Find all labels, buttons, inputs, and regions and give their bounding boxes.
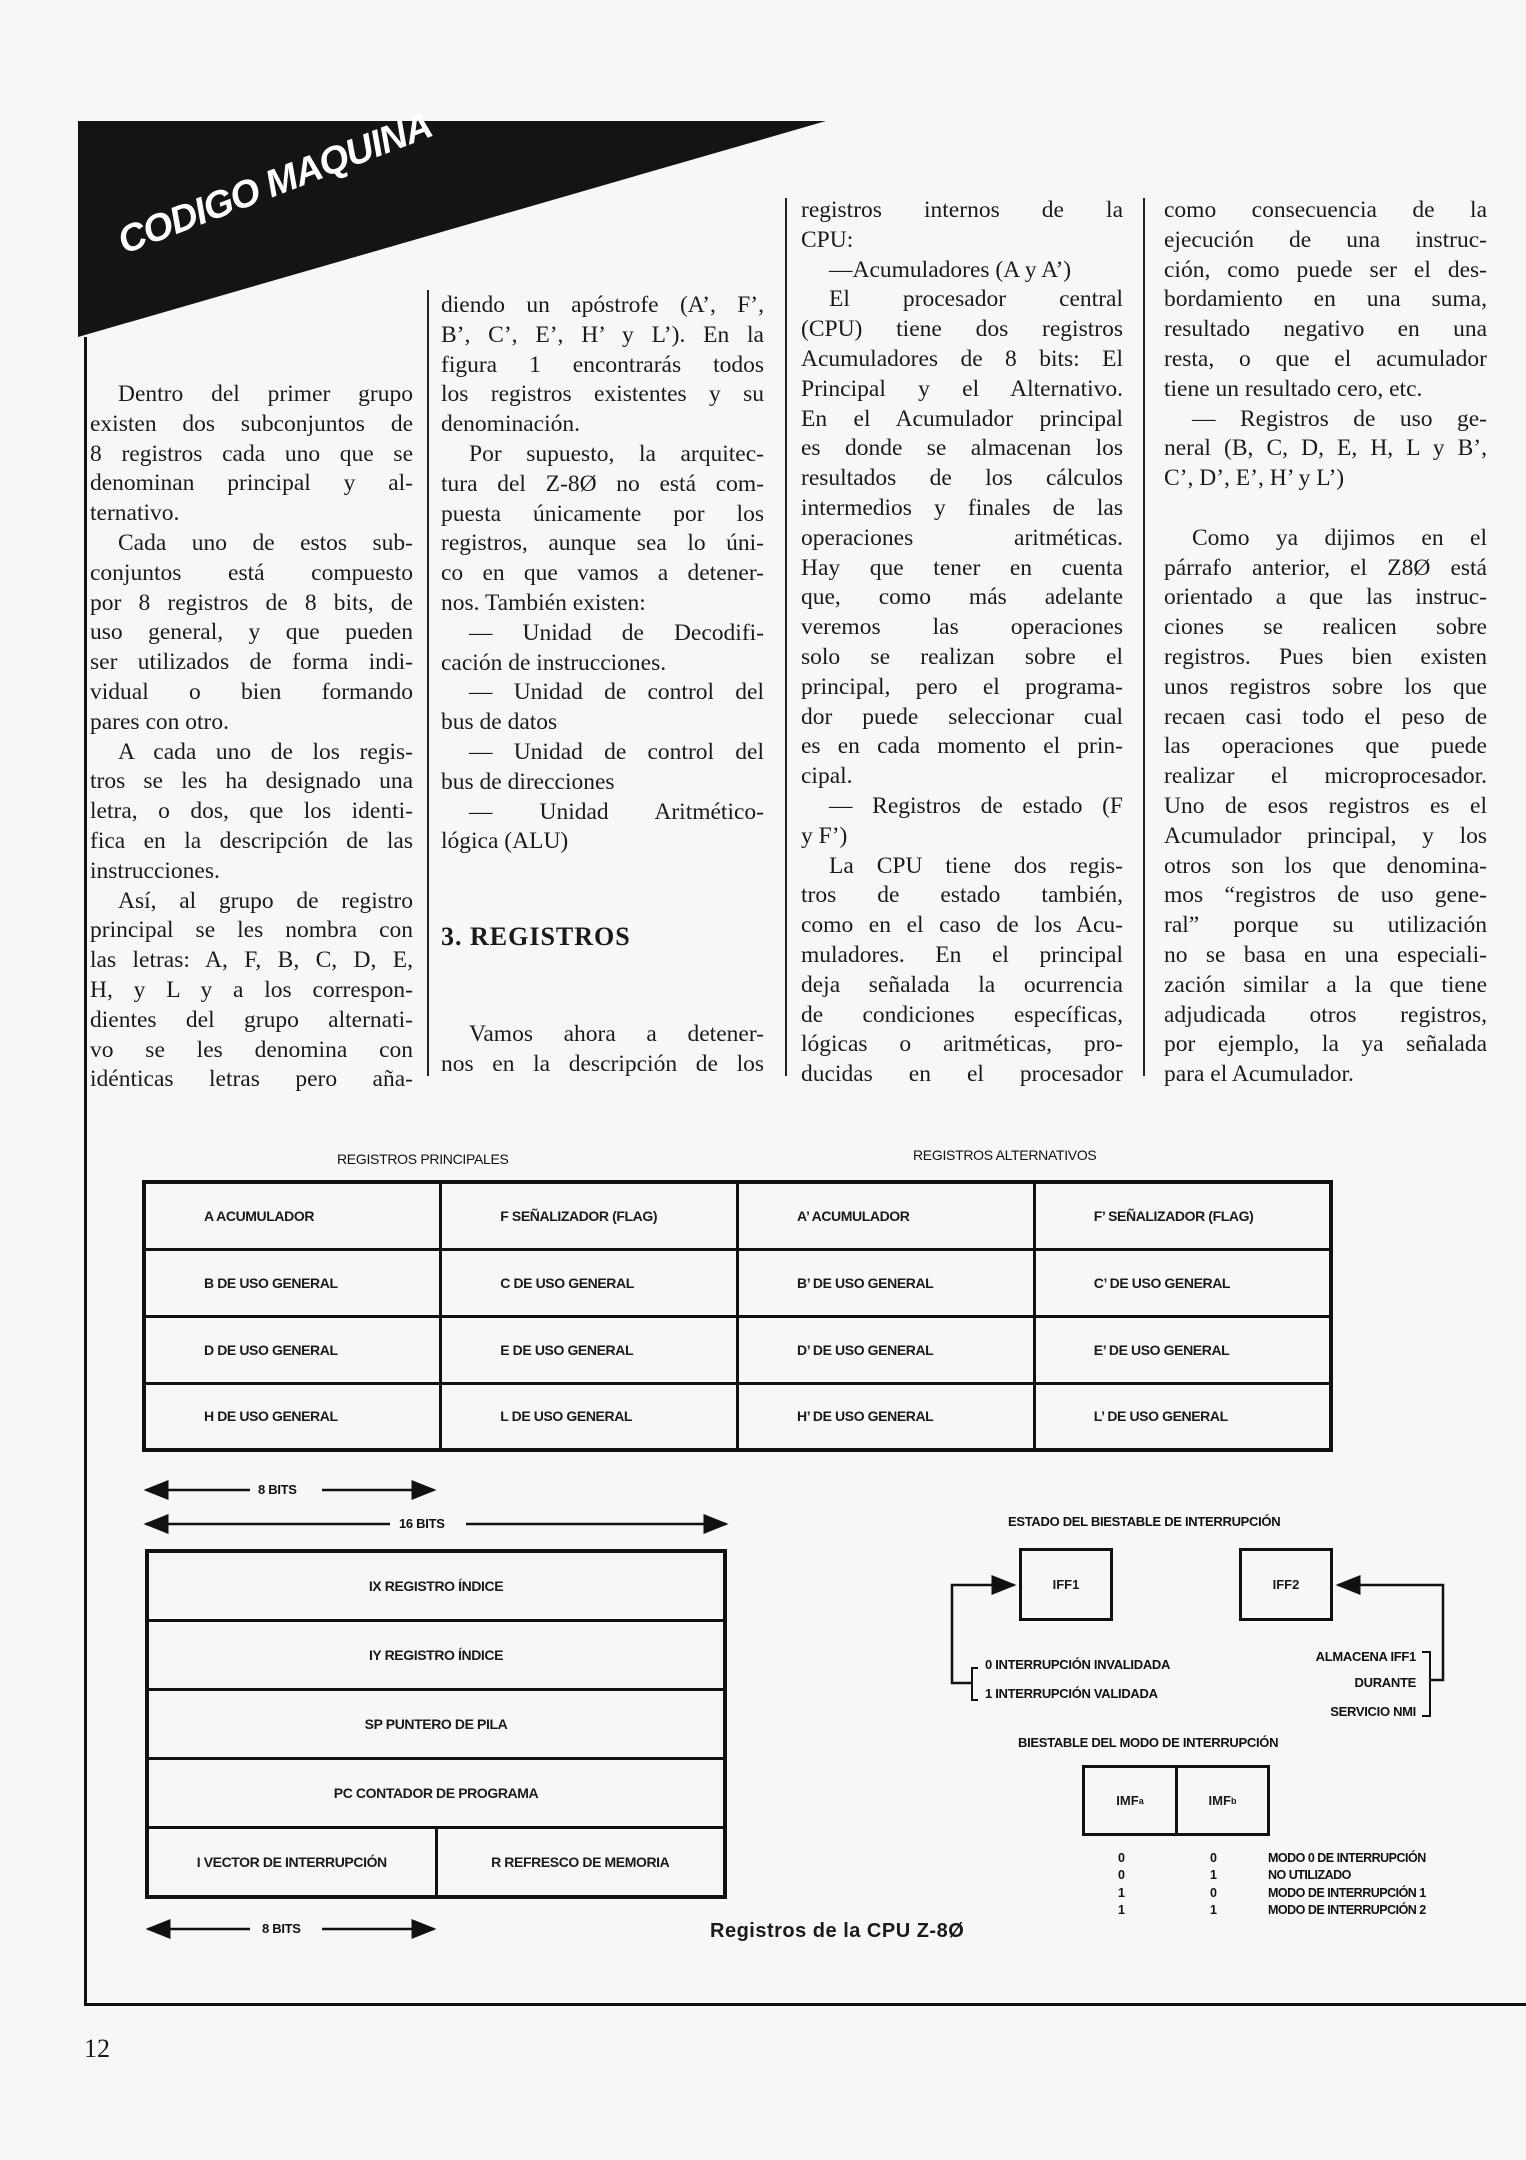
text-line: B’, C’, E’, H’ y L’). En la xyxy=(441,321,764,348)
page-frame-bottom xyxy=(84,2003,1526,2006)
text-line xyxy=(1164,494,1487,524)
alternate-registers-label: REGISTROS ALTERNATIVOS xyxy=(913,1147,1097,1163)
text-line: bus de datos xyxy=(441,709,558,736)
text-line: conjuntos está compuesto xyxy=(90,559,413,586)
iff2-note-2: DURANTE xyxy=(1354,1675,1416,1690)
page-frame-left xyxy=(84,337,87,2005)
text-line: muladores. En el principal xyxy=(801,941,1123,968)
text-line: Vamos ahora a detener- xyxy=(469,1021,764,1047)
text-line: En el Acumulador principal xyxy=(801,405,1123,432)
text-line: nos. También existen: xyxy=(441,589,646,616)
text-line: pares con otro. xyxy=(90,708,229,735)
imf-a-value: 1 xyxy=(1118,1902,1125,1917)
text-line: recaen casi todo el peso de xyxy=(1164,703,1487,730)
text-column-4 xyxy=(1164,196,1487,1090)
text-line: figura 1 encontrarás todos xyxy=(441,351,764,378)
text-line: H, y L y a los correspon- xyxy=(90,976,413,1003)
text-line: — Unidad de control del xyxy=(469,738,764,765)
text-line: denominación. xyxy=(441,411,581,438)
text-line: deja señalada la ocurrencia xyxy=(801,971,1123,998)
text-line: Como ya dijimos en el xyxy=(1192,524,1487,551)
column-divider xyxy=(1143,198,1145,1076)
text-line: denominan principal y al- xyxy=(90,470,413,497)
interrupt-mode-row xyxy=(1118,1867,1426,1884)
text-line: — Registros de estado (F xyxy=(829,792,1123,819)
text-line: CPU: xyxy=(801,226,854,253)
text-line: A cada uno de los regis- xyxy=(118,738,413,765)
text-line: resultado negativo en una xyxy=(1164,316,1487,343)
imf-b-subscript: b xyxy=(1230,1795,1237,1806)
text-line: existen dos subconjuntos de xyxy=(90,410,413,437)
text-line: principal, pero el programa- xyxy=(801,673,1123,700)
text-line: y F’) xyxy=(801,822,848,849)
special-register-cell: IX REGISTRO ÍNDICE xyxy=(147,1551,725,1621)
register-cell: C’ DE USO GENERAL xyxy=(1034,1249,1331,1316)
imf-b-box xyxy=(1175,1765,1270,1836)
mode-description: MODO DE INTERRUPCIÓN 2 xyxy=(1268,1902,1426,1917)
text-line: C’, D’, E’, H’ y L’) xyxy=(1164,465,1345,492)
register-cell: B’ DE USO GENERAL xyxy=(738,1249,1035,1316)
mode-description: NO UTILIZADO xyxy=(1268,1868,1351,1883)
text-line: — Registros de uso ge- xyxy=(1192,405,1487,432)
text-column-2 xyxy=(441,291,764,857)
special-register-row xyxy=(147,1551,725,1621)
register-table xyxy=(142,1180,1333,1452)
text-line: es donde se almacenan los xyxy=(801,435,1123,462)
text-column-1 xyxy=(90,380,413,1095)
text-line: zación similar a la que tiene xyxy=(1164,971,1487,998)
special-register-table xyxy=(145,1549,727,1899)
text-line: bordamiento en una suma, xyxy=(1164,286,1487,313)
imf-a-value: 1 xyxy=(1118,1885,1125,1900)
text-line: diendo un apóstrofe (A’, F’, xyxy=(441,292,764,318)
text-line: vo se les denomina con xyxy=(90,1036,413,1063)
text-line: Acumuladores de 8 bits: El xyxy=(801,345,1123,372)
text-line: realizar el microprocesador. xyxy=(1164,763,1487,790)
text-line: — Unidad Aritmético- xyxy=(469,798,764,825)
text-line: Dentro del primer grupo xyxy=(118,381,413,407)
text-line: las letras: A, F, B, C, D, E, xyxy=(90,947,413,974)
text-line: por 8 registros de 8 bits, de xyxy=(90,589,413,616)
text-line: para el Acumulador. xyxy=(1164,1061,1354,1088)
text-line: ducidas en el procesador xyxy=(801,1061,1123,1088)
imf-a-box xyxy=(1082,1765,1178,1836)
text-line: párrafo anterior, el Z8Ø está xyxy=(1164,554,1487,581)
text-line: veremos las operaciones xyxy=(801,614,1123,641)
text-line: operaciones aritméticas. xyxy=(801,524,1123,551)
iff2-arrow xyxy=(1338,1585,1443,1680)
text-line: nos en la descripción de los xyxy=(441,1050,764,1077)
register-cell: F SEÑALIZADOR (FLAG) xyxy=(441,1182,738,1249)
text-line: ción, como puede ser el des- xyxy=(1164,256,1487,283)
register-cell: E’ DE USO GENERAL xyxy=(1034,1316,1331,1383)
page-number: 12 xyxy=(84,2034,110,2063)
imf-a-label: IMF xyxy=(1116,1793,1139,1808)
text-line: fica en la descripción de las xyxy=(90,827,413,854)
column-divider xyxy=(785,198,787,1076)
iff1-state-1: 1 INTERRUPCIÓN VALIDADA xyxy=(985,1686,1158,1701)
register-cell: A’ ACUMULADOR xyxy=(738,1182,1035,1249)
text-line: neral (B, C, D, E, H, L y B’, xyxy=(1164,435,1487,462)
text-line: solo se realizan sobre el xyxy=(801,643,1123,670)
text-line: de condiciones específicas, xyxy=(801,1001,1123,1028)
imf-a-value: 0 xyxy=(1118,1851,1125,1865)
interrupt-mode-row xyxy=(1118,1885,1426,1902)
text-line: cipal. xyxy=(801,763,853,790)
register-cell: L’ DE USO GENERAL xyxy=(1034,1383,1331,1450)
figure-caption: Registros de la CPU Z-8Ø xyxy=(710,1920,965,1942)
text-line: registros. Pues bien existen xyxy=(1164,643,1487,670)
text-line: ejecución de una instruc- xyxy=(1164,226,1487,253)
register-row xyxy=(144,1182,1331,1249)
text-line: por ejemplo, la ya señalada xyxy=(1164,1031,1487,1058)
text-line: co en que vamos a detener- xyxy=(441,560,764,587)
text-line: — Unidad de control del xyxy=(469,679,764,706)
register-cell: F’ SEÑALIZADOR (FLAG) xyxy=(1034,1182,1331,1249)
text-line: El procesador central xyxy=(829,286,1123,313)
split-register-row xyxy=(147,1828,725,1898)
text-line: resta, o que el acumulador xyxy=(1164,345,1487,372)
special-register-cell: PC CONTADOR DE PROGRAMA xyxy=(147,1759,725,1828)
mode-description: MODO DE INTERRUPCIÓN 1 xyxy=(1268,1885,1426,1900)
text-line: — Unidad de Decodifi- xyxy=(469,619,764,646)
main-registers-label: REGISTROS PRINCIPALES xyxy=(337,1151,509,1167)
interrupt-mode-row xyxy=(1118,1850,1426,1867)
text-line: es en cada momento el prin- xyxy=(801,733,1123,760)
text-line: ternativo. xyxy=(90,500,180,527)
text-line: Hay que tener en cuenta xyxy=(801,554,1123,581)
register-row xyxy=(144,1249,1331,1316)
text-line: intermedios y finales de las xyxy=(801,494,1123,521)
section-title: CODIGO MAQUINA xyxy=(112,104,438,263)
text-line: ral” porque su utilización xyxy=(1164,912,1487,939)
text-line: 8 registros cada uno que se xyxy=(90,440,413,467)
iff1-label: IFF1 xyxy=(1052,1577,1080,1592)
special-register-row xyxy=(147,1759,725,1828)
text-line: Acumulador principal, y los xyxy=(1164,822,1487,849)
text-line: Así, al grupo de registro xyxy=(118,887,413,914)
special-register-cell: SP PUNTERO DE PILA xyxy=(147,1690,725,1759)
text-line: dor puede seleccionar cual xyxy=(801,703,1123,730)
register-cell: D DE USO GENERAL xyxy=(144,1316,441,1383)
text-line: los registros existentes y su xyxy=(441,381,764,408)
imf-b-value: 1 xyxy=(1210,1902,1217,1917)
iff2-note-1: ALMACENA IFF1 xyxy=(1315,1649,1416,1664)
text-line: resultados de los cálculos xyxy=(801,465,1123,492)
iff1-state-0: 0 INTERRUPCIÓN INVALIDADA xyxy=(985,1657,1171,1672)
bits-8-label: 8 BITS xyxy=(258,1482,297,1497)
text-line: letra, o dos, que los identi- xyxy=(90,798,413,825)
special-register-row xyxy=(147,1690,725,1759)
imf-a-subscript: a xyxy=(1138,1795,1144,1806)
text-line: La CPU tiene dos regis- xyxy=(829,852,1123,879)
split-register-cell: R REFRESCO DE MEMORIA xyxy=(436,1828,725,1898)
text-line: tros se les ha designado una xyxy=(90,768,413,795)
text-line: dientes del grupo alternati- xyxy=(90,1006,413,1033)
text-line: adjudicada otros registros, xyxy=(1164,1001,1487,1028)
iff2-note-3: SERVICIO NMI xyxy=(1330,1704,1416,1719)
interrupt-mode-table xyxy=(1118,1850,1426,1919)
text-line: Principal y el Alternativo. xyxy=(801,375,1123,402)
text-line: que, como más adelante xyxy=(801,584,1123,611)
interrupt-mode-row xyxy=(1118,1902,1426,1919)
text-column-2-continued xyxy=(441,1020,764,1080)
text-line: como en el caso de los Acu- xyxy=(801,912,1123,939)
text-line: unos registros sobre los que xyxy=(1164,673,1487,700)
text-line: ser utilizados de forma indi- xyxy=(90,649,413,676)
text-line: tros de estado también, xyxy=(801,882,1123,909)
register-cell: E DE USO GENERAL xyxy=(441,1316,738,1383)
text-line: orientado a que las instruc- xyxy=(1164,584,1487,611)
iff2-box xyxy=(1239,1548,1333,1621)
text-line: principal se les nombra con xyxy=(90,917,413,944)
register-cell: B DE USO GENERAL xyxy=(144,1249,441,1316)
register-cell: C DE USO GENERAL xyxy=(441,1249,738,1316)
iff-title: ESTADO DEL BIESTABLE DE INTERRUPCIÓN xyxy=(1008,1514,1281,1529)
text-line: ciones se realicen sobre xyxy=(1164,614,1487,641)
text-line: registros, aunque sea lo úni- xyxy=(441,530,764,557)
iff1-bracket xyxy=(972,1668,978,1700)
text-line: como consecuencia de la xyxy=(1164,197,1487,223)
text-line: mos “registros de uso gene- xyxy=(1164,882,1487,909)
imf-b-value: 1 xyxy=(1210,1868,1217,1883)
text-line: Por supuesto, la arquitec- xyxy=(469,440,764,467)
register-cell: L DE USO GENERAL xyxy=(441,1383,738,1450)
column-divider xyxy=(427,290,429,1076)
register-cell: A ACUMULADOR xyxy=(144,1182,441,1249)
bits-8-bottom-label: 8 BITS xyxy=(262,1921,301,1936)
text-line: Uno de esos registros es el xyxy=(1164,792,1487,819)
text-line: cación de instrucciones. xyxy=(441,649,667,676)
text-line: —Acumuladores (A y A’) xyxy=(829,256,1072,283)
mode-description: MODO 0 DE INTERRUPCIÓN xyxy=(1268,1851,1426,1865)
text-line: tura del Z-8Ø no está com- xyxy=(441,470,764,497)
register-cell: H DE USO GENERAL xyxy=(144,1383,441,1450)
text-line: (CPU) tiene dos registros xyxy=(801,316,1123,343)
imf-a-value: 0 xyxy=(1118,1868,1125,1883)
special-register-row xyxy=(147,1621,725,1690)
text-line: lógica (ALU) xyxy=(441,828,569,855)
special-register-cell: IY REGISTRO ÍNDICE xyxy=(147,1621,725,1690)
text-line: Cada uno de estos sub- xyxy=(118,529,413,556)
iff1-box xyxy=(1019,1548,1113,1621)
text-line: no se basa en una especiali- xyxy=(1164,941,1487,968)
text-line: vidual o bien formando xyxy=(90,678,413,705)
iff2-label: IFF2 xyxy=(1272,1577,1300,1592)
imf-b-value: 0 xyxy=(1210,1851,1217,1865)
text-line: registros internos de la xyxy=(801,197,1123,223)
imf-title: BIESTABLE DEL MODO DE INTERRUPCIÓN xyxy=(1018,1735,1279,1750)
text-line: instrucciones. xyxy=(90,857,220,884)
text-line: las operaciones que puede xyxy=(1164,733,1487,760)
imf-b-label: IMF xyxy=(1208,1793,1231,1808)
text-line: otros son los que denomina- xyxy=(1164,852,1487,879)
text-line: lógicas o aritméticas, pro- xyxy=(801,1031,1123,1058)
split-register-cell: I VECTOR DE INTERRUPCIÓN xyxy=(147,1828,436,1898)
register-row xyxy=(144,1383,1331,1450)
register-cell: H’ DE USO GENERAL xyxy=(738,1383,1035,1450)
text-line: bus de direcciones xyxy=(441,768,615,795)
text-line: uso general, y que pueden xyxy=(90,619,413,646)
section-heading: 3. REGISTROS xyxy=(441,922,631,951)
text-line: tiene un resultado cero, etc. xyxy=(1164,375,1423,402)
text-line: puesta únicamente por los xyxy=(441,500,764,527)
register-cell: D’ DE USO GENERAL xyxy=(738,1316,1035,1383)
bits-16-label: 16 BITS xyxy=(399,1516,445,1531)
text-column-3 xyxy=(801,196,1123,1090)
register-row xyxy=(144,1316,1331,1383)
imf-b-value: 0 xyxy=(1210,1885,1217,1900)
iff2-bracket xyxy=(1422,1652,1430,1716)
text-line: idénticas letras pero aña- xyxy=(90,1066,413,1093)
